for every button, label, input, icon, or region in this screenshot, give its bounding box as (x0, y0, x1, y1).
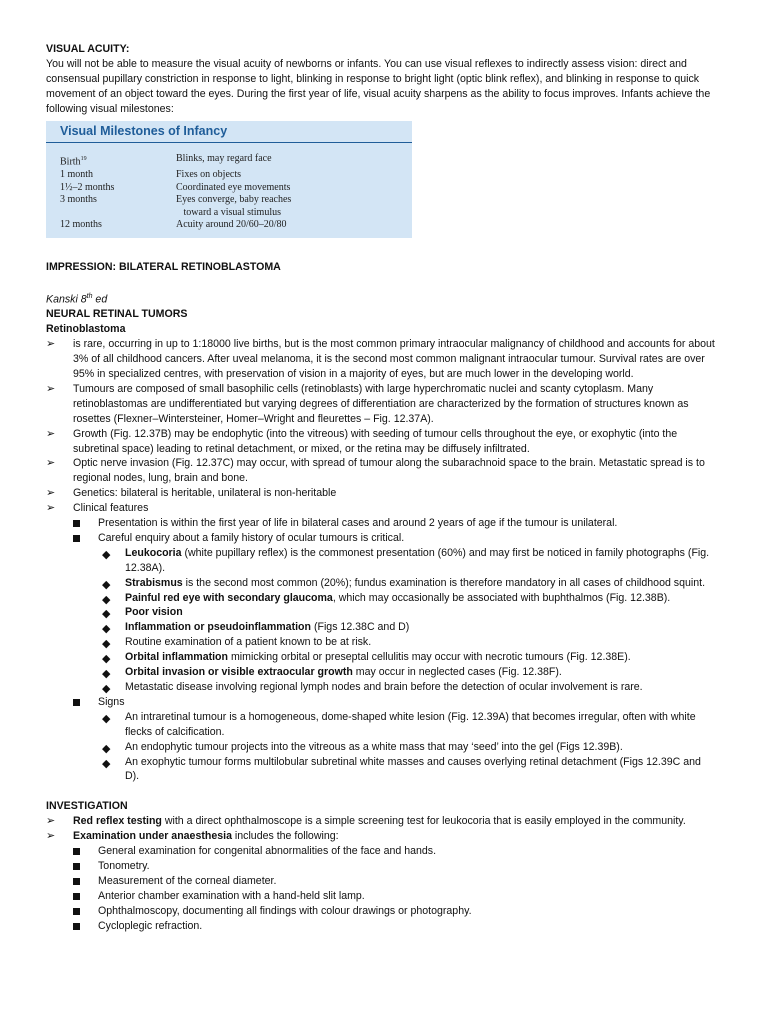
square-bullet-icon (73, 908, 80, 915)
square-bullet-icon (73, 863, 80, 870)
milestone-description: Blinks, may regard face (176, 153, 272, 165)
list-item: Cycloplegic refraction. (72, 919, 716, 934)
arrow-bullet-icon: ➢ (46, 457, 56, 470)
list-item: ➢ Growth (Fig. 12.37B) may be endophytic (into the vitreous) with seeding of tumour cells throughout the eye, or exophytic (into the subretinal space) leading to retinal detachment, or mixed, or the retina may be diffusely infiltrated. (46, 427, 678, 455)
milestone-description: Fixes on objects (176, 169, 241, 181)
arrow-bullet-icon: ➢ (46, 830, 56, 843)
milestone-age (60, 207, 176, 220)
diamond-bullet-icon: ◆ (102, 683, 111, 696)
square-bullet-icon (73, 520, 80, 527)
arrow-bullet-icon: ➢ (46, 382, 56, 395)
diamond-bullet-icon: ◆ (102, 608, 111, 621)
list-item: Ophthalmoscopy, documenting all findings with colour drawings or photography. (72, 904, 716, 919)
list-item: ◆ Orbital invasion or visible extraocular growth may occur in neglected cases (Fig. 12.38F). (102, 666, 562, 681)
impression-heading: IMPRESSION: BILATERAL RETINOBLASTOMA (46, 261, 281, 274)
retinoblastoma-list (46, 337, 716, 501)
arrow-bullet-icon: ➢ (46, 815, 56, 828)
milestone-age: Birth$^{19}$ (60, 156, 87, 168)
list-item: ◆ Routine examination of a patient known to be at risk. (102, 636, 372, 651)
arrow-bullet-icon: ➢ (46, 427, 56, 440)
milestone-row (46, 194, 412, 207)
diamond-bullet-icon: ◆ (102, 578, 111, 591)
milestone-description: Eyes converge, baby reaches (176, 194, 292, 206)
clinical-features-label: Clinical features (73, 502, 149, 515)
list-item: ◆ Poor vision (102, 606, 183, 621)
list-item: Anterior chamber examination with a hand-held slit lamp. (72, 889, 716, 904)
list-item: ◆ An endophytic tumour projects into the vitreous as a white mass that may ‘seed’ into the gel (Figs 12.39B). (102, 740, 623, 755)
list-item: Tonometry. (72, 859, 716, 874)
list-item: ➢ Tumours are composed of small basophilic cells (retinoblasts) with large hyperchromatic nuclei and scanty cytoplasm. Many retinoblastomas are undifferentiated but varying degrees of differentiation are characterized by the formation of structures known as rosettes (Flexner–Wintersteiner, Homer–Wright and fleurettes – Fig. 12.37A). (46, 382, 689, 425)
list-item: ➢ Optic nerve invasion (Fig. 12.37C) may occur, with spread of tumour along the subarachnoid space to the brain. Metastatic spread is to regional nodes, lung, brain and bone. (46, 457, 705, 485)
list-item: Careful enquiry about a family history of ocular tumours is critical. ◆ Leukocoria (white pupillary reflex) is the commonest presentation (60%) and may first be noticed in family photographs (Fig. 12.38A). ◆ Strabismus is the second most common (20%); fundus examination is therefore mandatory in all cases of childhood squint. ◆ Painful red eye with secondary glaucoma, which may occasionally be associated with buphthalmos (Fig. 12.38B). ◆ Poor vision ◆ Inflammation or pseudoinflammation (Figs 12.38C and D) ◆ Routine examination of a patient known to be at risk. ◆ Orbital inflammation mimicking orbital or preseptal cellulitis may occur with necrotic tumours (Fig. 12.38E). ◆ Orbital invasion or visible extraocular growth may occur in neglected cases (Fig. 12.38F). ◆ Metastatic disease involving regional lymph nodes and brain before the detection of ocular involvement is rare. (72, 531, 716, 695)
visual-acuity-heading: VISUAL ACUITY: (46, 43, 130, 55)
clinical-features-sublist (72, 516, 716, 784)
diamond-bullet-icon: ◆ (102, 623, 111, 636)
section-title: NEURAL RETINAL TUMORS (46, 308, 188, 321)
milestone-age: 1 month (60, 169, 94, 181)
list-item: ◆ Strabismus is the second most common (20%); fundus examination is therefore mandatory in all cases of childhood squint. (102, 576, 706, 591)
diamond-bullet-icon: ◆ (102, 742, 111, 755)
square-bullet-icon (73, 923, 80, 930)
milestones-box-title: Visual Milestones of Infancy (46, 123, 412, 144)
milestone-row (46, 169, 412, 182)
diamond-bullet-icon: ◆ (102, 757, 111, 770)
list-item: ➢ is rare, occurring in up to 1:18000 live births, but is the most common primary intraocular malignancy of childhood and accounts for about 3% of all childhood cancers. After uveal melanoma, it is the second most common malignant intraocular tumour. Survival rates are over 95% in specialized centres, with preservation of vision in a majority of eyes, but are much lower in the developing world. (46, 338, 715, 380)
list-item: ◆ Leukocoria (white pupillary reflex) is the commonest presentation (60%) and may first be noticed in family photographs (Fig. 12.38A). (102, 546, 710, 574)
list-item: General examination for congenital abnormalities of the face and hands. (72, 844, 716, 859)
milestones-table (46, 153, 412, 232)
list-item: Presentation is within the first year of life in bilateral cases and around 2 years of age if the tumour is unilateral. (72, 516, 716, 531)
milestone-row (46, 153, 412, 169)
milestone-description: toward a visual stimulus (176, 206, 281, 218)
arrow-bullet-icon: ➢ (46, 487, 56, 500)
eua-list (72, 844, 716, 933)
diamond-bullet-icon: ◆ (102, 653, 111, 666)
list-item: ◆ Inflammation or pseudoinflammation (Figs 12.38C and D) (102, 621, 410, 636)
diamond-bullet-icon: ◆ (102, 668, 111, 681)
milestone-row (46, 182, 412, 195)
document-page (46, 42, 716, 934)
milestone-description: Coordinated eye movements (176, 181, 291, 193)
milestone-row (46, 207, 412, 220)
square-bullet-icon (73, 535, 80, 542)
visual-acuity-paragraph: You will not be able to measure the visual acuity of newborns or infants. You can use visual reflexes to indirectly assess vision: direct and consensual pupillary constriction in response to light, blinking in response to bright light (optic blink reflex), and blinking in response to quick movement of an object toward the eyes. During the first year of life, visual acuity sharpens as the ability to focus improves. Infants achieve the following visual milestones: (46, 57, 711, 115)
square-bullet-icon (73, 893, 80, 900)
arrow-bullet-icon: ➢ (46, 338, 56, 351)
list-item: ◆ Metastatic disease involving regional lymph nodes and brain before the detection of ocular involvement is rare. (102, 681, 643, 696)
signs-list (98, 710, 716, 785)
list-item: ➢ Genetics: bilateral is heritable, unilateral is non-heritable (46, 487, 337, 500)
clinical-features-list (46, 501, 716, 784)
milestone-age: 3 months (60, 194, 97, 206)
square-bullet-icon (73, 878, 80, 885)
source-reference: Kanski 8th ed (46, 292, 108, 306)
visual-milestones-box (46, 121, 412, 238)
milestone-age: 12 months (60, 219, 102, 231)
milestone-description: Acuity around 20/60–20/80 (176, 219, 287, 231)
list-item: ◆ An exophytic tumour forms multilobular subretinal white masses and causes overlying retinal detachment (Figs 12.39C and D). (102, 755, 701, 783)
list-item: Signs ◆ An intraretinal tumour is a homogeneous, dome-shaped white lesion (Fig. 12.39A) that becomes irregular, often with white flecks of calcification. ◆ An endophytic tumour projects into the vitreous as a white mass that may ‘seed’ into the gel (Figs 12.39B). ◆ An exophytic tumour forms multilobular subretinal white masses and causes overlying retinal detachment (Figs 12.39C and D). (72, 695, 716, 784)
investigation-list (46, 814, 716, 933)
diamond-bullet-icon: ◆ (102, 712, 111, 725)
square-bullet-icon (73, 848, 80, 855)
investigation-heading: INVESTIGATION (46, 800, 128, 813)
list-item: ➢ Red reflex testing with a direct ophthalmoscope is a simple screening test for leukocoria that is easily employed in the community. (46, 815, 686, 828)
diamond-bullet-icon: ◆ (102, 593, 111, 606)
presentation-signs-list (98, 546, 716, 695)
list-item: ➢ Examination under anaesthesia includes the following: General examination for congenital abnormalities of the face and hands. Tonometry. Measurement of the corneal diameter. Anterior chamber examination with a hand-held slit lamp. Ophthalmoscopy, documenting all findings with colour drawings or photography. Cycloplegic refraction. (46, 829, 716, 933)
list-item (46, 501, 716, 784)
diamond-bullet-icon: ◆ (102, 638, 111, 651)
diamond-bullet-icon: ◆ (102, 548, 111, 561)
square-bullet-icon (73, 699, 80, 706)
subsection-title: Retinoblastoma (46, 323, 126, 336)
milestone-row (46, 219, 412, 232)
list-item: ◆ Orbital inflammation mimicking orbital or preseptal cellulitis may occur with necrotic tumours (Fig. 12.38E). (102, 651, 631, 666)
milestone-age: 1½–2 months (60, 181, 115, 193)
list-item: ◆ An intraretinal tumour is a homogeneous, dome-shaped white lesion (Fig. 12.39A) that becomes irregular, often with white flecks of calcification. (102, 710, 696, 738)
list-item: ◆ Painful red eye with secondary glaucoma, which may occasionally be associated with buphthalmos (Fig. 12.38B). (102, 591, 671, 606)
arrow-bullet-icon: ➢ (46, 502, 56, 515)
list-item: Measurement of the corneal diameter. (72, 874, 716, 889)
